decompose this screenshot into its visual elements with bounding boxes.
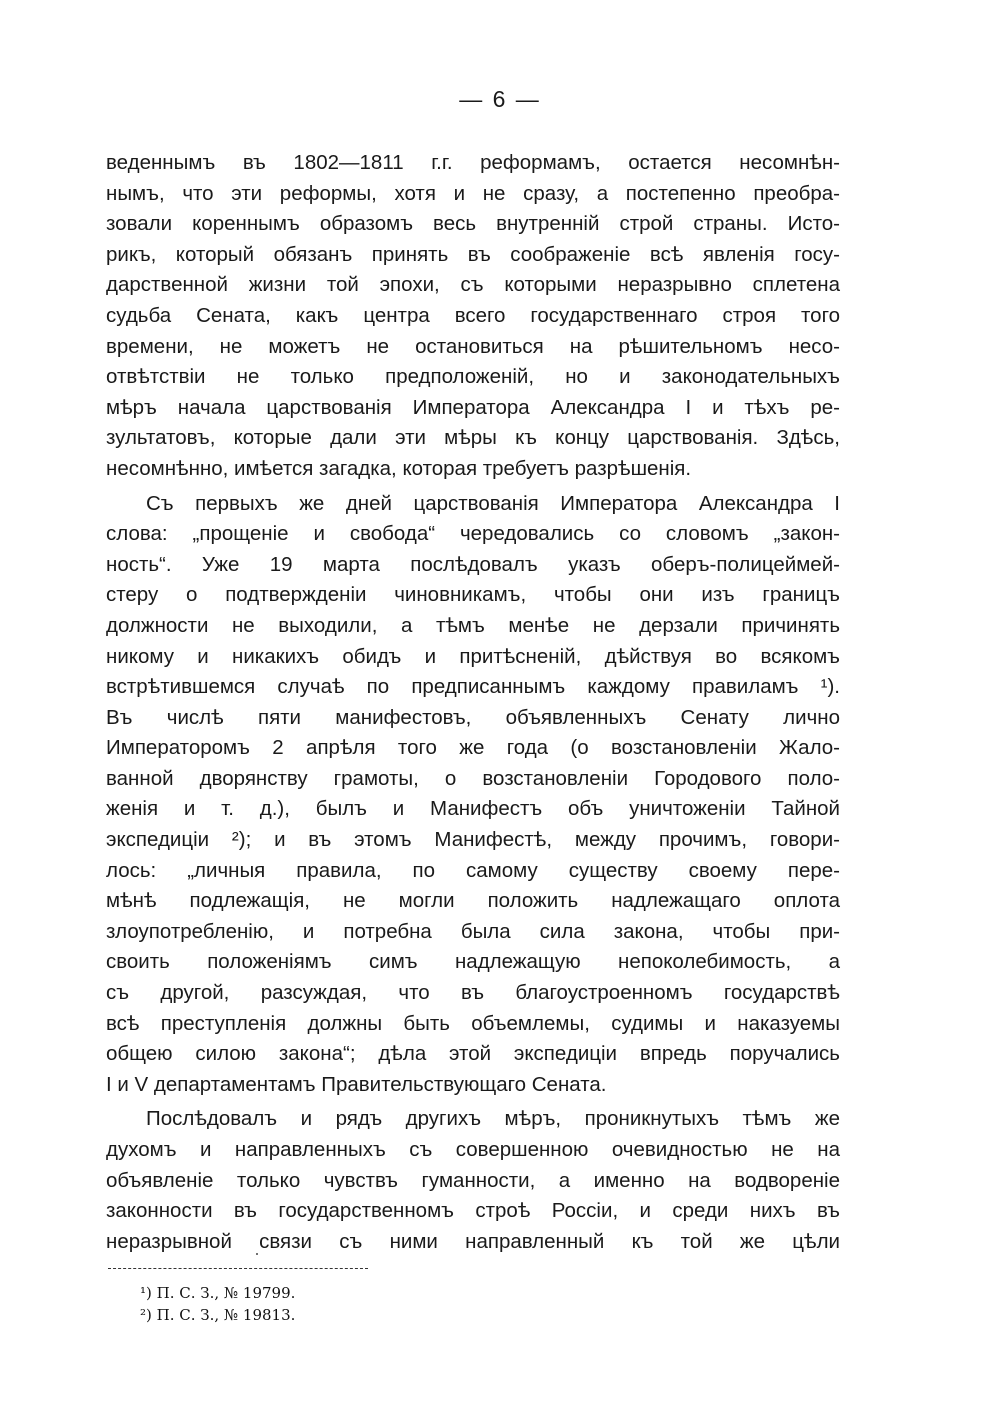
text-line: судьба Сената, какъ центра всего государственнаго строя того [106, 303, 840, 327]
text-line: отвѣтствіи не только предположеній, но и законодательныхъ [106, 365, 840, 389]
text-line: всѣ преступленія должны быть объемлемы, судимы и наказуемы [106, 1011, 840, 1035]
body-text [106, 148, 840, 1257]
text-line: экспедиціи ²); и въ этомъ Манифестѣ, между прочимъ, говори- [106, 828, 840, 852]
footnote-text: П. С. З., № 19813. [156, 1306, 296, 1324]
paragraph-1 [106, 148, 840, 485]
text-line: Послѣдовалъ и рядъ другихъ мѣръ, проникнутыхъ тѣмъ же [146, 1107, 840, 1131]
text-line: слова: „прощеніе и свобода“ чередовались со словомъ „закон- [106, 522, 840, 546]
text-line: ность“. Уже 19 марта послѣдовалъ указъ оберъ-полицеймей- [106, 552, 840, 576]
footnote-text: П. С. З., № 19799. [156, 1284, 296, 1302]
text-line: времени, не можетъ не остановиться на рѣшительномъ несо- [106, 334, 840, 358]
footnote-marker: ¹) [140, 1284, 152, 1302]
page-number: — 6 — [459, 86, 541, 112]
text-line: I и V департаментамъ Правительствующаго Сената. [106, 1072, 607, 1096]
text-line: Съ первыхъ же дней царствованія Императора Александра I [146, 491, 840, 515]
text-line: должности не выходили, а тѣмъ менѣе не дерзали причинять [106, 613, 840, 637]
footnote-separator [108, 1268, 368, 1269]
text-line: ванной дворянству грамоты, о возстановленіи Городового поло- [106, 766, 840, 790]
text-line: законности въ государственномъ строѣ Россіи, и среди нихъ въ [106, 1199, 840, 1223]
footnote-1 [140, 1282, 295, 1304]
text-line: дарственной жизни той эпохи, съ которыми неразрывно сплетена [106, 273, 840, 297]
stray-dot [256, 1253, 258, 1255]
text-line: объявленіе только чувствъ гуманности, а именно на водвореніе [106, 1168, 840, 1192]
paragraph-3 [106, 1104, 840, 1257]
text-line: Въ числѣ пяти манифестовъ, объявленныхъ Сенату лично [106, 705, 840, 729]
text-line: стеру о подтвержденіи чиновникамъ, чтобы они изъ границъ [106, 583, 840, 607]
text-line: женія и т. д.), былъ и Манифестъ объ уничтоженіи Тайной [106, 797, 840, 821]
text-line: съ другой, разсуждая, что въ благоустроенномъ государствѣ [106, 981, 840, 1005]
text-line: веденнымъ въ 1802—1811 г.г. реформамъ, остается несомнѣн- [106, 151, 840, 174]
text-line: Императоромъ 2 апрѣля того же года (о возстановленіи Жало- [106, 736, 840, 760]
text-line: мѣнѣ подлежащія, не могли положить надлежащаго оплота [106, 889, 840, 913]
text-line: злоупотребленію, и потребна была сила закона, чтобы при- [106, 919, 840, 943]
text-line: никому и никакихъ обидъ и притѣсненій, дѣйствуя во всякомъ [106, 644, 840, 668]
text-line: несомнѣнно, имѣется загадка, которая требуетъ разрѣшенія. [106, 456, 692, 480]
paragraph-2 [106, 489, 840, 1101]
text-line: мѣръ начала царствованія Императора Александра I и тѣхъ ре- [106, 395, 840, 419]
footnotes [140, 1282, 295, 1326]
footnote-marker: ²) [140, 1306, 152, 1324]
text-line: неразрывной связи съ ними направленный къ той же цѣли [106, 1229, 840, 1253]
text-line: встрѣтившемся случаѣ по предписаннымъ каждому правиламъ ¹). [106, 675, 840, 699]
text-line: нымъ, что эти реформы, хотя и не сразу, а постепенно преобра- [106, 181, 840, 205]
text-line: зультатовъ, которые дали эти мѣры къ концу царствованія. Здѣсь, [106, 426, 840, 450]
text-line: общею силою закона“; дѣла этой экспедиціи впредь поручались [106, 1042, 840, 1066]
footnote-2 [140, 1304, 295, 1326]
text-line: рикъ, который обязанъ принять въ соображеніе всѣ явленія госу- [106, 242, 840, 266]
text-line: своить положеніямъ симъ надлежащую непоколебимость, а [106, 950, 840, 974]
text-line: зовали кореннымъ образомъ весь внутренній строй страны. Исто- [106, 212, 840, 236]
text-line: лось: „личныя правила, по самому существу своему пере- [106, 858, 840, 882]
text-line: духомъ и направленныхъ съ совершенною очевидностью не на [106, 1138, 840, 1161]
